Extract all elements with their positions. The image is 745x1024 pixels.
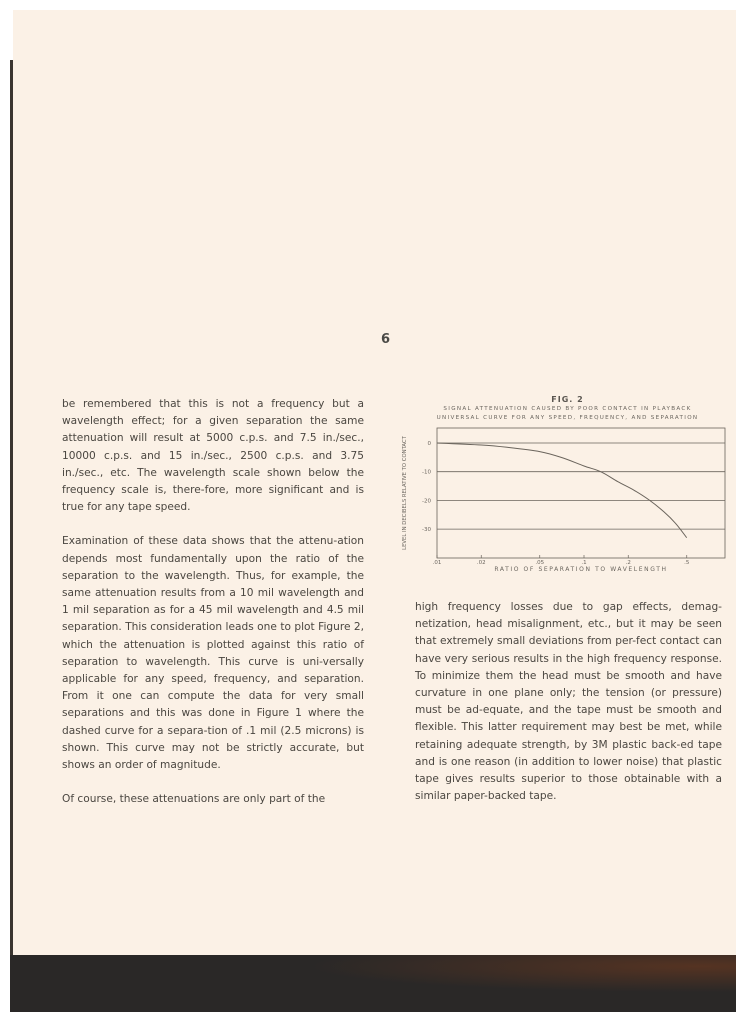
plot-frame [437,428,725,558]
right-column [415,599,722,805]
paragraph-examination: Examination of these data shows that the attenu-ation depends most fundamentally upon the ratio of the separation to the wavelength. Thus, for example, the same attenuation results from a 10 mil wavelength and 1 mil separation as for a 45 mil wavelength and 4.5 mil separation. This consideration leads one to plot Figure 2, which the attenuation is plotted against this ratio of separation to wavelength. This curve is uni-versally applicable for any speed, frequency, and separation. From it one can compute the data for very small separations and this was done in Figure 1 where the dashed curve for a separa-tion of .1 mil (2.5 microns) is shown. This curve may not be strictly accurate, but shows an order of magnitude. [62,535,364,772]
x-tick-label: .1 [581,560,587,566]
scan-bottom-background [10,955,736,1012]
x-tick-label: .2 [625,560,631,566]
x-axis-label: RATIO OF SEPARATION TO WAVELENGTH [494,566,668,573]
left-column [62,396,364,808]
paragraph-of-course: Of course, these attenuations are only part of the [62,793,326,806]
x-tick-label: .02 [476,560,486,566]
x-tick-label: .05 [535,560,545,566]
attenuation-curve [437,443,687,538]
page-number: 6 [381,332,391,347]
y-tick-label: -20 [422,498,431,505]
y-tick-label: -10 [422,469,431,476]
figure-label: FIG. 2 [551,395,584,404]
paragraph-wavelength-effect: be remembered that this is not a frequency but a wavelength effect; for a given separation the same attenuation will result at 5000 c.p.s. and 7.5 in./sec., 10000 c.p.s. and 15 in./sec., 2500 c.p.s. and 3.75 in./sec., etc. The wavelength scale shown below the frequency scale is, there-fore, more significant and is true for any tape speed. [62,398,364,514]
figure-subtitle-2: UNIVERSAL CURVE FOR ANY SPEED, FREQUENCY, AND SEPARATION [436,415,699,421]
y-tick-label: 0 [427,441,431,447]
attenuation-chart [398,425,733,580]
y-tick-label: -30 [422,527,431,534]
figure-subtitle-1: SIGNAL ATTENUATION CAUSED BY POOR CONTACT IN PLAYBACK [443,406,692,412]
x-tick-label: .5 [684,560,690,566]
y-axis-label: LEVEL IN DECIBELS RELATIVE TO CONTACT [402,436,408,550]
paragraph-high-frequency-losses: high frequency losses due to gap effects, demag-netization, head misalignment, etc., but it may be seen that extremely small deviations from per-fect contact can have very serious results in the high frequency response. To minimize them the head must be smooth and have curvature in one plane only; the tension (or pressure) must be ad-equate, and the tape must be smooth and flexible. This latter requirement may best be met, while retaining adequate strength, by 3M plastic back-ed tape and is one reason (in addition to lower noise) that plastic tape gives results superior to those obtainable with a similar paper-backed tape. [415,601,722,803]
x-tick-label: .01 [432,560,442,566]
